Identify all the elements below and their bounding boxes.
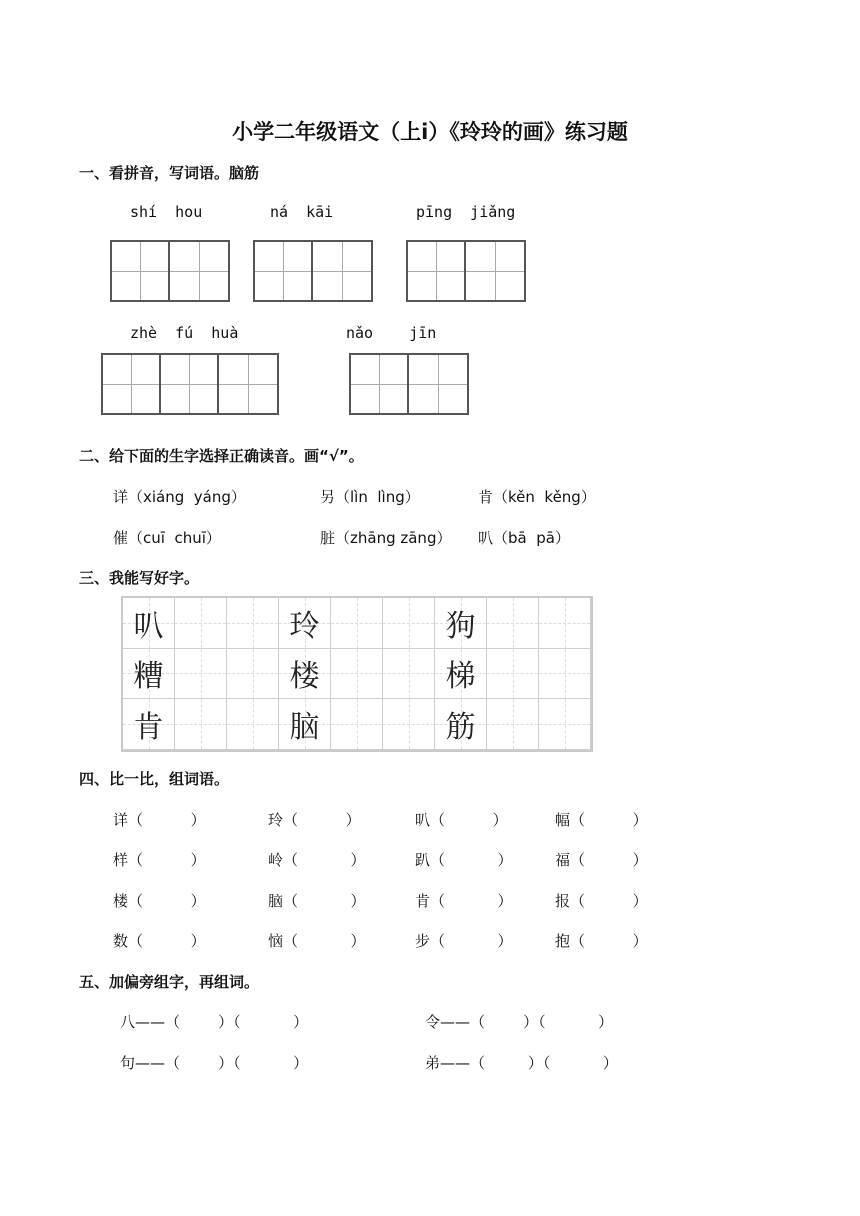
pinyin-2: ná kāi [270,203,334,221]
pinyin-4: zhè fú huà [130,324,239,342]
writing-cell[interactable] [112,242,170,300]
writing-cell[interactable] [103,355,161,413]
model-char-cell [123,649,175,700]
radical-item[interactable]: 八——（ ）（ ） [120,1013,309,1031]
reading-item-5[interactable]: 脏（zhāng zāng） [320,529,452,547]
writing-box-4[interactable] [101,353,279,415]
model-char-cell [123,598,175,649]
model-char-cell [279,598,331,649]
writing-box-2[interactable] [253,240,373,302]
writing-cell[interactable] [161,355,219,413]
model-char: 梯 [445,659,476,695]
writing-cell[interactable] [170,242,228,300]
section5-heading: 五、加偏旁组字，再组词。 [79,973,260,991]
practice-cell[interactable] [227,699,279,750]
reading-item-1[interactable]: 详（xiáng yáng） [113,488,246,506]
compare-item[interactable]: 报（ ） [555,892,648,910]
compare-item[interactable]: 岭（ ） [268,851,366,869]
practice-cell[interactable] [383,598,435,649]
compare-item[interactable]: 楼（ ） [113,892,206,910]
compare-item[interactable]: 详（ ） [113,811,206,829]
compare-item[interactable]: 步（ ） [415,932,513,950]
pinyin-5: nǎo jīn [346,324,437,342]
writing-cell[interactable] [255,242,313,300]
model-char-cell [435,598,487,649]
writing-box-1[interactable] [110,240,230,302]
model-char: 肯 [133,710,164,746]
model-char-cell [279,699,331,750]
practice-cell[interactable] [175,598,227,649]
model-char-cell [435,649,487,700]
practice-cell[interactable] [539,598,591,649]
practice-cell[interactable] [539,649,591,700]
pinyin-3: pīng jiǎng [416,203,516,221]
pinyin-1: shí hou [130,203,203,221]
compare-item[interactable]: 趴（ ） [415,851,513,869]
writing-cell[interactable] [313,242,371,300]
practice-cell[interactable] [227,649,279,700]
practice-cell[interactable] [487,699,539,750]
section3-heading: 三、我能写好字。 [79,569,200,587]
compare-item[interactable]: 样（ ） [113,851,206,869]
model-char-cell [435,699,487,750]
writing-cell[interactable] [408,242,466,300]
writing-cell[interactable] [219,355,277,413]
model-char: 脑 [289,710,320,746]
radical-item[interactable]: 弟——（ ）（ ） [425,1054,618,1072]
model-char: 玲 [289,608,320,644]
model-char: 糟 [133,659,164,695]
compare-item[interactable]: 福（ ） [555,851,648,869]
model-char: 叭 [133,608,164,644]
compare-item[interactable]: 恼（ ） [268,932,366,950]
model-char: 狗 [445,608,476,644]
section4-heading: 四、比一比，组词语。 [79,770,230,788]
reading-item-4[interactable]: 催（cuī chuī） [113,529,221,547]
compare-item[interactable]: 叭（ ） [415,811,508,829]
model-char-cell [279,649,331,700]
model-char: 筋 [445,710,476,746]
practice-cell[interactable] [539,699,591,750]
page-title: 小学二年级语文（上ⅰ）《玲玲的画》练习题 [232,120,628,144]
handwriting-grid [121,596,593,752]
writing-cell[interactable] [351,355,409,413]
practice-cell[interactable] [383,699,435,750]
practice-cell[interactable] [383,649,435,700]
compare-item[interactable]: 抱（ ） [555,932,648,950]
writing-box-5[interactable] [349,353,469,415]
reading-item-2[interactable]: 另（lìn lìng） [320,488,420,506]
model-char: 楼 [289,659,320,695]
practice-cell[interactable] [487,598,539,649]
practice-cell[interactable] [175,699,227,750]
radical-item[interactable]: 句——（ ）（ ） [120,1054,309,1072]
practice-cell[interactable] [331,598,383,649]
compare-item[interactable]: 脑（ ） [268,892,366,910]
compare-item[interactable]: 幅（ ） [555,811,648,829]
practice-cell[interactable] [331,699,383,750]
section2-heading: 二、给下面的生字选择正确读音。画“√”。 [79,447,364,465]
reading-item-3[interactable]: 肯（kěn kěng） [478,488,596,506]
practice-cell[interactable] [227,598,279,649]
reading-item-6[interactable]: 叭（bā pā） [478,529,570,547]
compare-item[interactable]: 玲（ ） [268,811,361,829]
compare-item[interactable]: 数（ ） [113,932,206,950]
practice-cell[interactable] [331,649,383,700]
compare-item[interactable]: 肯（ ） [415,892,513,910]
writing-cell[interactable] [466,242,524,300]
writing-box-3[interactable] [406,240,526,302]
practice-cell[interactable] [175,649,227,700]
model-char-cell [123,699,175,750]
writing-cell[interactable] [409,355,467,413]
section1-heading: 一、看拼音，写词语。脑筋 [79,164,260,182]
radical-item[interactable]: 令——（ ）（ ） [425,1013,614,1031]
practice-cell[interactable] [487,649,539,700]
